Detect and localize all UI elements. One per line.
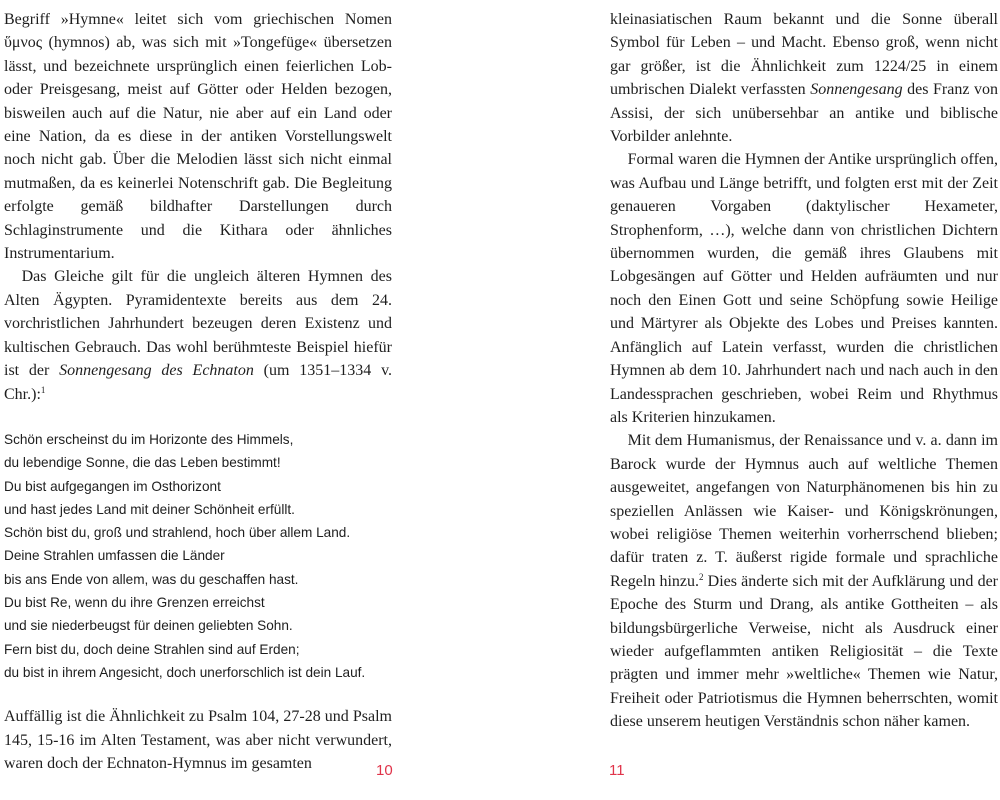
- verse-line: Deine Strahlen umfassen die Länder: [4, 548, 225, 564]
- verse-line: und sie niederbeugst für deinen geliebten Sohn.: [4, 618, 293, 634]
- footnote-marker-1[interactable]: 1: [40, 384, 46, 395]
- sonnengesang-verse: [4, 428, 392, 684]
- paragraph-text: Mit dem Humanismus, der Renaissance und v. a. dann im Barock wurde der Hymnus auch auf weltliche Themen ausgeweitet, angefangen von Naturphänomenen bis hin zu speziellen Anlässen wie Kaiser- und Königskrönungen, wobei religiöse Themen weiterhin vorherrschend blieben; dafür traten z. T. äußerst rigide formale und sprachliche Regeln hinzu.: [610, 432, 998, 590]
- verse-line: Schön bist du, groß und strahlend, hoch über allem Land.: [4, 525, 351, 541]
- verse-line: Du bist aufgegangen im Osthorizont: [4, 478, 221, 494]
- paragraph-text-tail: (um 1351–1334 v. Chr.):: [4, 362, 393, 403]
- footnote-marker-2[interactable]: 2: [699, 571, 704, 582]
- verse-line: und hast jedes Land mit deiner Schönheit erfüllt.: [4, 501, 295, 517]
- work-title-sonnengesang: Sonnengesang: [810, 81, 903, 99]
- paragraph-psalm: Auffällig ist die Ähnlichkeit zu Psalm 104, 27-28 und Psalm 145, 15-16 im Alten Testament, was aber nicht verwundert, waren doch der Echnaton-Hymnus im gesamten: [4, 708, 392, 772]
- right-page: [610, 8, 998, 734]
- verse-line: Du bist Re, wenn du ihre Grenzen erreichst: [4, 594, 265, 610]
- paragraph-text-tail: Dies änderte sich mit der Aufklärung und der Epoche des Sturm und Drang, als antike Gottheiten – als bildungsbürgerliche Verweise, nicht als Ausdruck einer wieder aufgeflammten antiken Religiosität – die Texte prägten und immer mehr »weltliche« Themen wie Natur, Freiheit oder Patriotismus die Hymnen beherrschten, womit diese unserem heutigen Verständnis schon näher kamen.: [610, 572, 999, 731]
- paragraph-formal: Formal waren die Hymnen der Antike ursprünglich offen, was Aufbau und Länge betrifft, und folgten erst mit der Zeit genaueren Vorgaben (daktylischer Hexameter, Strophenform, …), welche dann von christlichen Dichtern übernommen wurden, die gemäß ihres Glaubens mit Lobgesängen auf Götter und Helden aufräumten und nur noch den Einen Gott und seine Schöpfung sowie Heilige und Märtyrer als Objekte des Lobes und Preises kannten. Anfänglich auf Latein verfasst, wurden die christlichen Hymnen ab dem 10. Jahrhundert nach und nach auch in den Landessprachen geschrieben, wobei Reim und Rhythmus als Kriterien hinzukamen.: [610, 151, 998, 426]
- paragraph-aegypten: [4, 265, 392, 405]
- work-title-echnaton: Sonnengesang des Echnaton: [59, 362, 254, 380]
- verse-line: Schön erscheinst du im Horizonte des Himmels,: [4, 431, 294, 447]
- paragraph-text: kleinasiatischen Raum bekannt und die Sonne überall Symbol für Leben – und Macht. Ebenso groß, wenn nicht gar größer, ist die Ähnlichkeit zum 1224/25 in einem umbrischen Dialekt verfassten: [610, 11, 998, 99]
- paragraph-kleinasien: [610, 8, 998, 148]
- verse-line: du lebendige Sonne, die das Leben bestimmt!: [4, 455, 281, 471]
- paragraph-hymne-definition: Begriff »Hymne« leitet sich vom griechischen Nomen ὕμνος (hymnos) ab, was sich mit »Tongefüge« übersetzen lässt, und bezeichnete ursprünglich einen feierlichen Lob- oder Preisgesang, meist auf Götter oder Helden bezogen, bisweilen auch auf die Natur, nie aber auf ein Land oder eine Nation, da es diese in der antiken Vorstellungswelt noch nicht gab. Über die Melodien lässt sich nicht einmal mutmaßen, da es keinerlei Notenschrift gab. Die Begleitung erfolgte gemäß bildhafter Darstellungen durch Schlaginstrumente und die Kithara oder ähnliches Instrumentarium.: [4, 11, 392, 263]
- left-page: [4, 8, 392, 775]
- paragraph-humanismus: [610, 429, 998, 733]
- verse-line: Fern bist du, doch deine Strahlen sind auf Erden;: [4, 641, 300, 657]
- paragraph-text-tail: des Franz von Assisi, der sich unübersehbar an antike und biblische Vorbilder anlehnte.: [610, 81, 998, 146]
- page-number-right: 11: [609, 762, 625, 779]
- verse-line: bis ans Ende von allem, was du geschaffen hast.: [4, 571, 299, 587]
- verse-line: du bist in ihrem Angesicht, doch unerforschlich ist dein Lauf.: [4, 664, 366, 680]
- paragraph-text: Das Gleiche gilt für die ungleich älteren Hymnen des Alten Ägypten. Pyramidentexte bereits aus dem 24. vorchristlichen Jahrhundert bezeugen deren Existenz und kultischen Gebrauch. Das wohl berühmteste Beispiel hiefür ist der: [4, 268, 392, 380]
- page-number-left: 10: [376, 762, 393, 779]
